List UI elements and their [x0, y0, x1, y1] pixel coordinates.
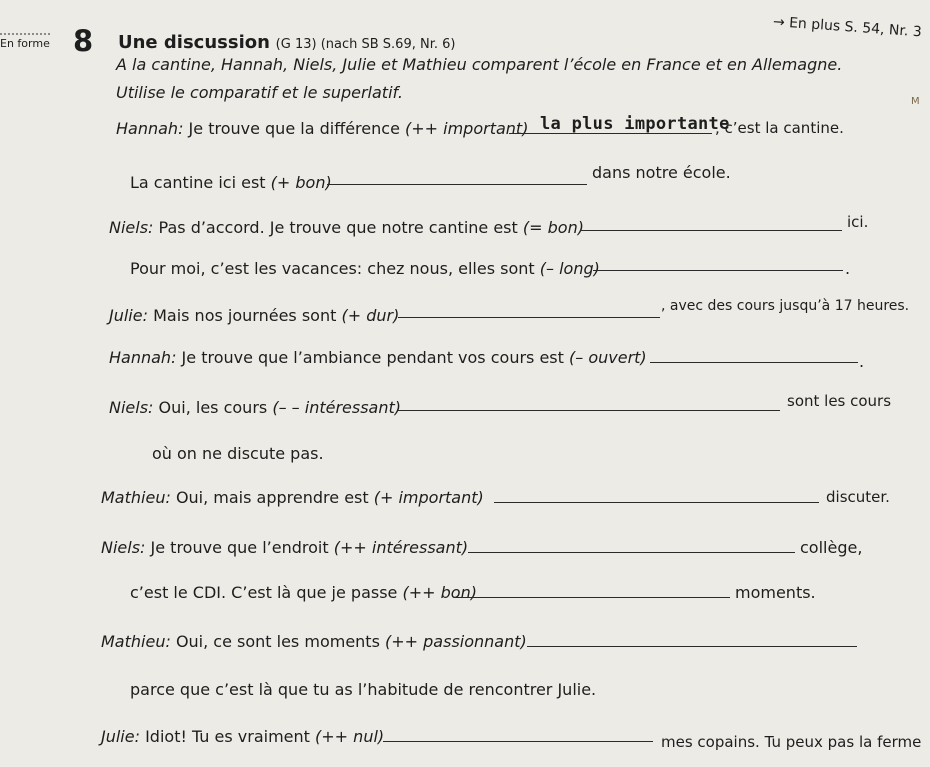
dialogue-line-2 [130, 173, 332, 192]
exercise-title-text: Une discussion [118, 32, 270, 53]
hint: (+ important) [373, 488, 484, 507]
answer-blank-2[interactable] [327, 170, 587, 185]
exercise-number: 8 [73, 24, 94, 58]
line-after: . [859, 352, 865, 371]
line-text: Mais nos journées sont [153, 306, 337, 325]
answer-blank-4[interactable] [593, 256, 843, 271]
line-text: Pour moi, c’est les vacances: chez nous, elles sont [130, 259, 535, 278]
answer-blank-5[interactable] [398, 303, 660, 318]
line-after: sont les cours [787, 392, 892, 410]
speaker-julie: Julie: [101, 727, 140, 746]
line-text: Je trouve que l’endroit [150, 538, 329, 557]
line-after: mes copains. Tu peux pas la ferme [661, 733, 922, 751]
instruction-line-2: Utilise le comparatif et le superlatif. [116, 83, 403, 102]
dialogue-line-14 [101, 727, 384, 746]
hint: (= bon) [522, 218, 584, 237]
hint: (++ passionnant) [385, 632, 527, 651]
dialogue-line-11 [130, 583, 477, 602]
exercise-reference: (G 13) (nach SB S.69, Nr. 6) [275, 37, 456, 52]
line-text: Je trouve que la différence [188, 119, 400, 138]
hint: (– long) [539, 259, 600, 278]
line-text: Oui, les cours [158, 398, 268, 417]
dialogue-line-4 [130, 259, 600, 278]
answer-blank-7[interactable] [398, 396, 780, 411]
dialogue-line-6 [109, 348, 647, 367]
answer-blank-3[interactable] [580, 216, 842, 231]
hint: (++ bon) [402, 583, 477, 602]
dialogue-line-3 [109, 218, 584, 237]
dialogue-line-8: où on ne discute pas. [152, 444, 324, 463]
answer-blank-11[interactable] [456, 583, 730, 598]
line-after: , avec des cours jusqu’à 17 heures. [661, 298, 910, 314]
speaker-hannah: Hannah: [116, 119, 184, 138]
filled-answer: la plus importante [540, 114, 730, 134]
line-after: dans notre école. [592, 163, 731, 182]
hint: (++ nul) [315, 727, 385, 746]
speaker-niels: Niels: [101, 538, 146, 557]
dialogue-line-7 [109, 398, 401, 417]
speaker-mathieu: Mathieu: [101, 632, 171, 651]
hint: (– ouvert) [569, 348, 647, 367]
crossref-note: → En plus S. 54, Nr. 3 [772, 14, 923, 41]
line-text: c’est le CDI. C’est là que je passe [130, 583, 398, 602]
line-after: collège, [800, 538, 863, 557]
speaker-niels: Niels: [109, 218, 154, 237]
line-after: . [845, 259, 851, 278]
line-after: moments. [735, 583, 816, 602]
exercise-title [118, 32, 455, 53]
line-text: Je trouve que l’ambiance pendant vos cours est [181, 348, 564, 367]
answer-blank-6[interactable] [650, 348, 858, 363]
answer-blank-12[interactable] [527, 632, 857, 647]
hint: (+ dur) [341, 306, 400, 325]
dialogue-line-9 [101, 488, 484, 507]
answer-blank-14[interactable] [383, 727, 653, 742]
line-text: La cantine ici est [130, 173, 266, 192]
instruction-line-1: A la cantine, Hannah, Niels, Julie et Mathieu comparent l’école en France et en Allemagne. [116, 55, 843, 74]
hint: (++ important) [405, 119, 529, 138]
speaker-niels: Niels: [109, 398, 154, 417]
line-after: , c’est la cantine. [715, 119, 844, 137]
line-after: ici. [847, 213, 869, 231]
speaker-julie: Julie: [109, 306, 148, 325]
dialogue-line-5 [109, 306, 399, 325]
dialogue-line-12 [101, 632, 527, 651]
answer-blank-10[interactable] [468, 538, 795, 553]
line-text: Pas d’accord. Je trouve que notre cantine est [158, 218, 518, 237]
speaker-mathieu: Mathieu: [101, 488, 171, 507]
answer-blank-9[interactable] [494, 488, 819, 503]
line-after: discuter. [826, 488, 890, 506]
line-text: Idiot! Tu es vraiment [145, 727, 310, 746]
hint: (– – intéressant) [272, 398, 401, 417]
line-text: Oui, mais apprendre est [175, 488, 369, 507]
hint: (++ intéressant) [333, 538, 469, 557]
line-text: Oui, ce sont les moments [175, 632, 380, 651]
speaker-hannah: Hannah: [109, 348, 177, 367]
dialogue-line-1 [116, 119, 528, 138]
margin-mark: M [911, 96, 920, 107]
hint: (+ bon) [270, 173, 332, 192]
dialogue-line-13: parce que c’est là que tu as l’habitude de rencontrer Julie. [130, 680, 597, 699]
section-tag: En forme [0, 33, 50, 50]
dialogue-line-10 [101, 538, 468, 557]
